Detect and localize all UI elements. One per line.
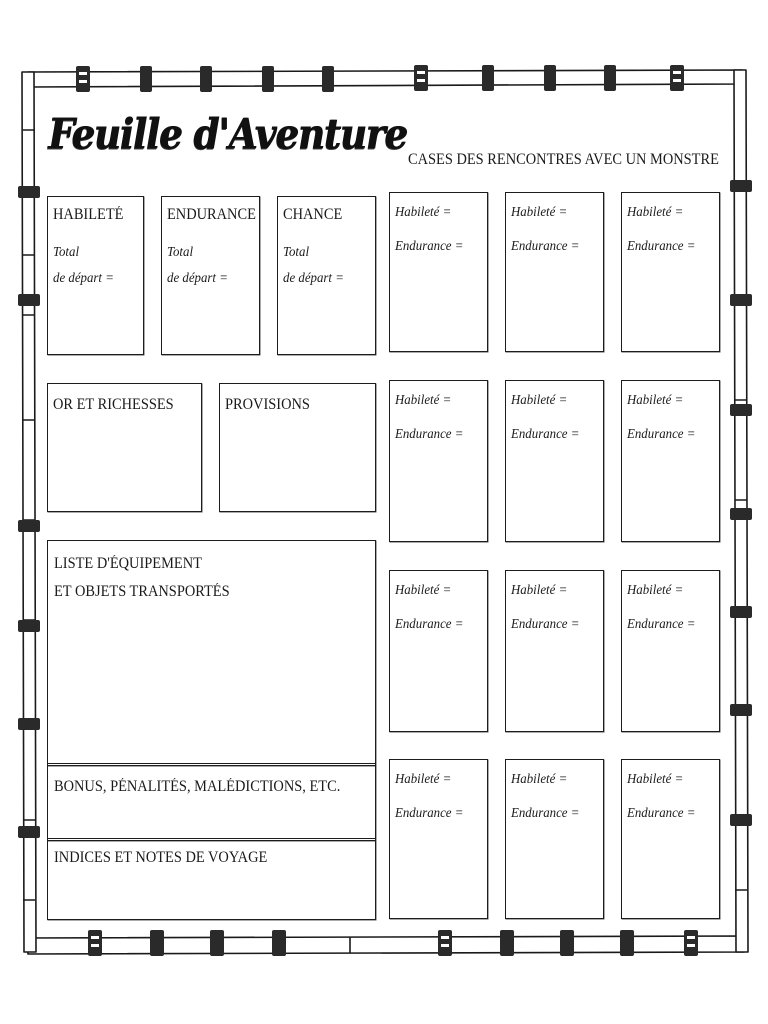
stat-box-luck[interactable] <box>277 196 376 355</box>
gold-label: OR ET RICHESSES <box>53 396 174 413</box>
bonus-label: BONUS, PÉNALITÉS, MALÉDICTIONS, ETC. <box>54 778 341 795</box>
monster-box[interactable] <box>389 570 488 732</box>
sheet-title: Feuille d'Aventure <box>48 108 407 159</box>
equipment-label-line2: ET OBJETS TRANSPORTÉS <box>54 583 230 600</box>
monster-stamina-label: Endurance = <box>511 806 580 821</box>
monster-box[interactable] <box>621 380 720 542</box>
stat-start-label: de départ = <box>283 271 344 286</box>
monster-stamina-label: Endurance = <box>511 617 580 632</box>
stat-total-label: Total <box>283 245 310 260</box>
monster-box[interactable] <box>389 380 488 542</box>
monster-skill-label: Habileté = <box>511 583 568 598</box>
bonus-box[interactable] <box>47 763 376 841</box>
stat-label: ENDURANCE <box>167 206 256 223</box>
stat-start-label: de départ = <box>53 271 114 286</box>
monster-skill-label: Habileté = <box>395 583 452 598</box>
clues-box[interactable] <box>47 838 376 920</box>
monster-stamina-label: Endurance = <box>627 427 696 442</box>
stat-box-skill[interactable] <box>47 196 144 355</box>
monster-box[interactable] <box>389 192 488 352</box>
monster-section-title: CASES DES RENCONTRES AVEC UN MONSTRE <box>408 151 719 168</box>
gold-box[interactable] <box>47 383 202 512</box>
monster-stamina-label: Endurance = <box>627 617 696 632</box>
monster-stamina-label: Endurance = <box>627 806 696 821</box>
stat-box-stamina[interactable] <box>161 196 260 355</box>
monster-skill-label: Habileté = <box>627 205 684 220</box>
stat-label: HABILETÉ <box>53 206 124 223</box>
monster-skill-label: Habileté = <box>395 393 452 408</box>
equipment-label-line1: LISTE D'ÉQUIPEMENT <box>54 555 202 572</box>
monster-stamina-label: Endurance = <box>395 427 464 442</box>
monster-box[interactable] <box>389 759 488 919</box>
monster-box[interactable] <box>505 759 604 919</box>
monster-skill-label: Habileté = <box>627 772 684 787</box>
clues-label: INDICES ET NOTES DE VOYAGE <box>54 849 268 866</box>
monster-stamina-label: Endurance = <box>511 239 580 254</box>
stat-total-label: Total <box>53 245 80 260</box>
monster-skill-label: Habileté = <box>511 772 568 787</box>
monster-box[interactable] <box>621 759 720 919</box>
monster-box[interactable] <box>505 192 604 352</box>
monster-skill-label: Habileté = <box>627 393 684 408</box>
monster-stamina-label: Endurance = <box>395 239 464 254</box>
stat-label: CHANCE <box>283 206 343 223</box>
monster-box[interactable] <box>505 380 604 542</box>
monster-skill-label: Habileté = <box>627 583 684 598</box>
monster-box[interactable] <box>621 192 720 352</box>
equipment-box[interactable] <box>47 540 376 766</box>
monster-skill-label: Habileté = <box>395 205 452 220</box>
monster-box[interactable] <box>621 570 720 732</box>
provisions-label: PROVISIONS <box>225 396 310 413</box>
monster-stamina-label: Endurance = <box>511 427 580 442</box>
monster-stamina-label: Endurance = <box>395 806 464 821</box>
stat-start-label: de départ = <box>167 271 228 286</box>
monster-skill-label: Habileté = <box>511 393 568 408</box>
stat-total-label: Total <box>167 245 194 260</box>
monster-stamina-label: Endurance = <box>627 239 696 254</box>
monster-skill-label: Habileté = <box>395 772 452 787</box>
provisions-box[interactable] <box>219 383 376 512</box>
monster-box[interactable] <box>505 570 604 732</box>
monster-stamina-label: Endurance = <box>395 617 464 632</box>
monster-skill-label: Habileté = <box>511 205 568 220</box>
